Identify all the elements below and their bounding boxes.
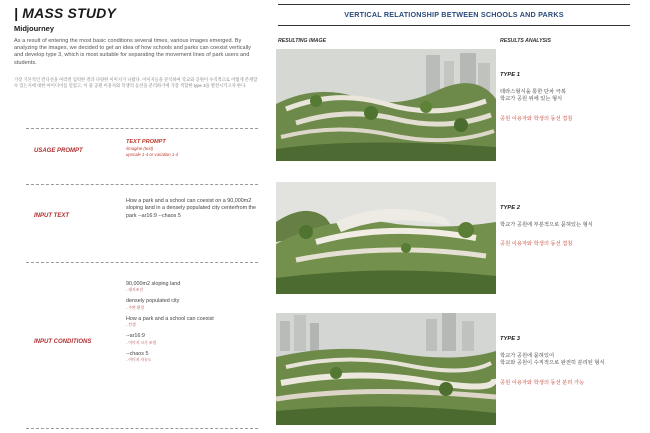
condition-item: How a park and a school can coexist [126,315,214,322]
type-1-desc-2: 학교가 공원 위에 있는 형식 [500,96,563,103]
condition-item-ko: - 이미지 자유도 [126,358,152,363]
text-prompt-heading: TEXT PROMPT [126,139,166,145]
type-1-desc-1: 테라스형식을 통한 단차 극복 [500,89,566,95]
condition-item: densely populated city [126,298,180,305]
section-header: VERTICAL RELATIONSHIP BETWEEN SCHOOLS AND PARKS [278,4,630,26]
type-2-analysis [500,205,645,247]
page-title: | MASS STUDY [14,5,116,21]
type-1-render-image [276,49,496,161]
condition-item-ko: - 컨셉 [126,323,136,328]
type-3-render-image [276,313,496,425]
input-conditions-list [126,281,260,368]
condition-item-ko: - 이미지 크기 조정 [126,340,157,345]
type-3-label: TYPE 3 [500,336,520,342]
resulting-image-heading: RESULTING IMAGE [278,38,327,44]
condition-item-ko: - 대지조건 [126,288,143,293]
type-2-note: 공원 이용자와 학생의 동선 겹침 [500,241,573,248]
divider [26,428,258,429]
intro-text-korean: 가장 기본적인 컨디션을 여러번 입력한 결과 다양한 이미지가 나왔다. 이미지들을 분석하여 학교와 공원이 수직적으로 어떻게 존재할 수 있는지에 대한 아이디어를 얻었고, 이 중 공원 이용자와 학생의 동선을 분리하기에 가장 적합한 type 3을 발전시키고자 한다. [14,77,258,88]
input-text-body: How a park and a school can coexist on a 90,000m2 sloping land in a densely populated city centerfrom the park --ar16:9 --chaos 5 [126,198,257,219]
divider [26,262,258,263]
usage-prompt-label: USAGE PROMPT [34,148,83,154]
prompt-line-2: upscale 1-4 or variation 1-4 [126,152,179,158]
type-2-label: TYPE 2 [500,205,520,211]
prompt-line-1: /imagine (text) [126,146,154,152]
type-1-note: 공원 이용자와 학생의 동선 겹침 [500,115,573,122]
condition-item: 90,000m2 sloping land [126,281,181,287]
divider [26,128,258,129]
right-panel [272,0,642,433]
divider [26,184,258,185]
type-3-desc-1: 학교가 공원에 묻혀있어 [500,353,555,359]
type-3-desc-2: 학교와 공원이 수직적으로 완전히 분리된 형식 [500,360,605,367]
intro-text: As a result of entering the most basic conditions several times, various images emerged. By analyzing the images, we decided to get an idea of how schools and parks can coexist vertically and develop type 3, which is most suitable for separating the movement lines of park users and students. [14,38,251,66]
type-1-label: TYPE 1 [500,72,520,78]
left-panel [14,0,258,433]
type-3-analysis [500,336,645,386]
condition-item-ko: - 주변 환경 [126,305,145,310]
type-2-desc-1: 학교가 공원에 부분적으로 묻혀있는 형식 [500,222,593,228]
results-analysis-heading: RESULTS ANALYSIS [500,38,551,44]
type-2-render-image [276,182,496,294]
type-1-analysis [500,72,645,122]
condition-item: --ar16:9 [126,333,145,340]
subtitle: Midjourney [14,24,55,33]
input-text-label: INPUT TEXT [34,213,70,219]
usage-prompt-body [126,139,260,158]
input-conditions-label: INPUT CONDITIONS [34,339,92,345]
type-3-note: 공원 이용자와 학생의 동선 분리 가능 [500,379,585,386]
condition-item: --chaos 5 [126,350,149,357]
